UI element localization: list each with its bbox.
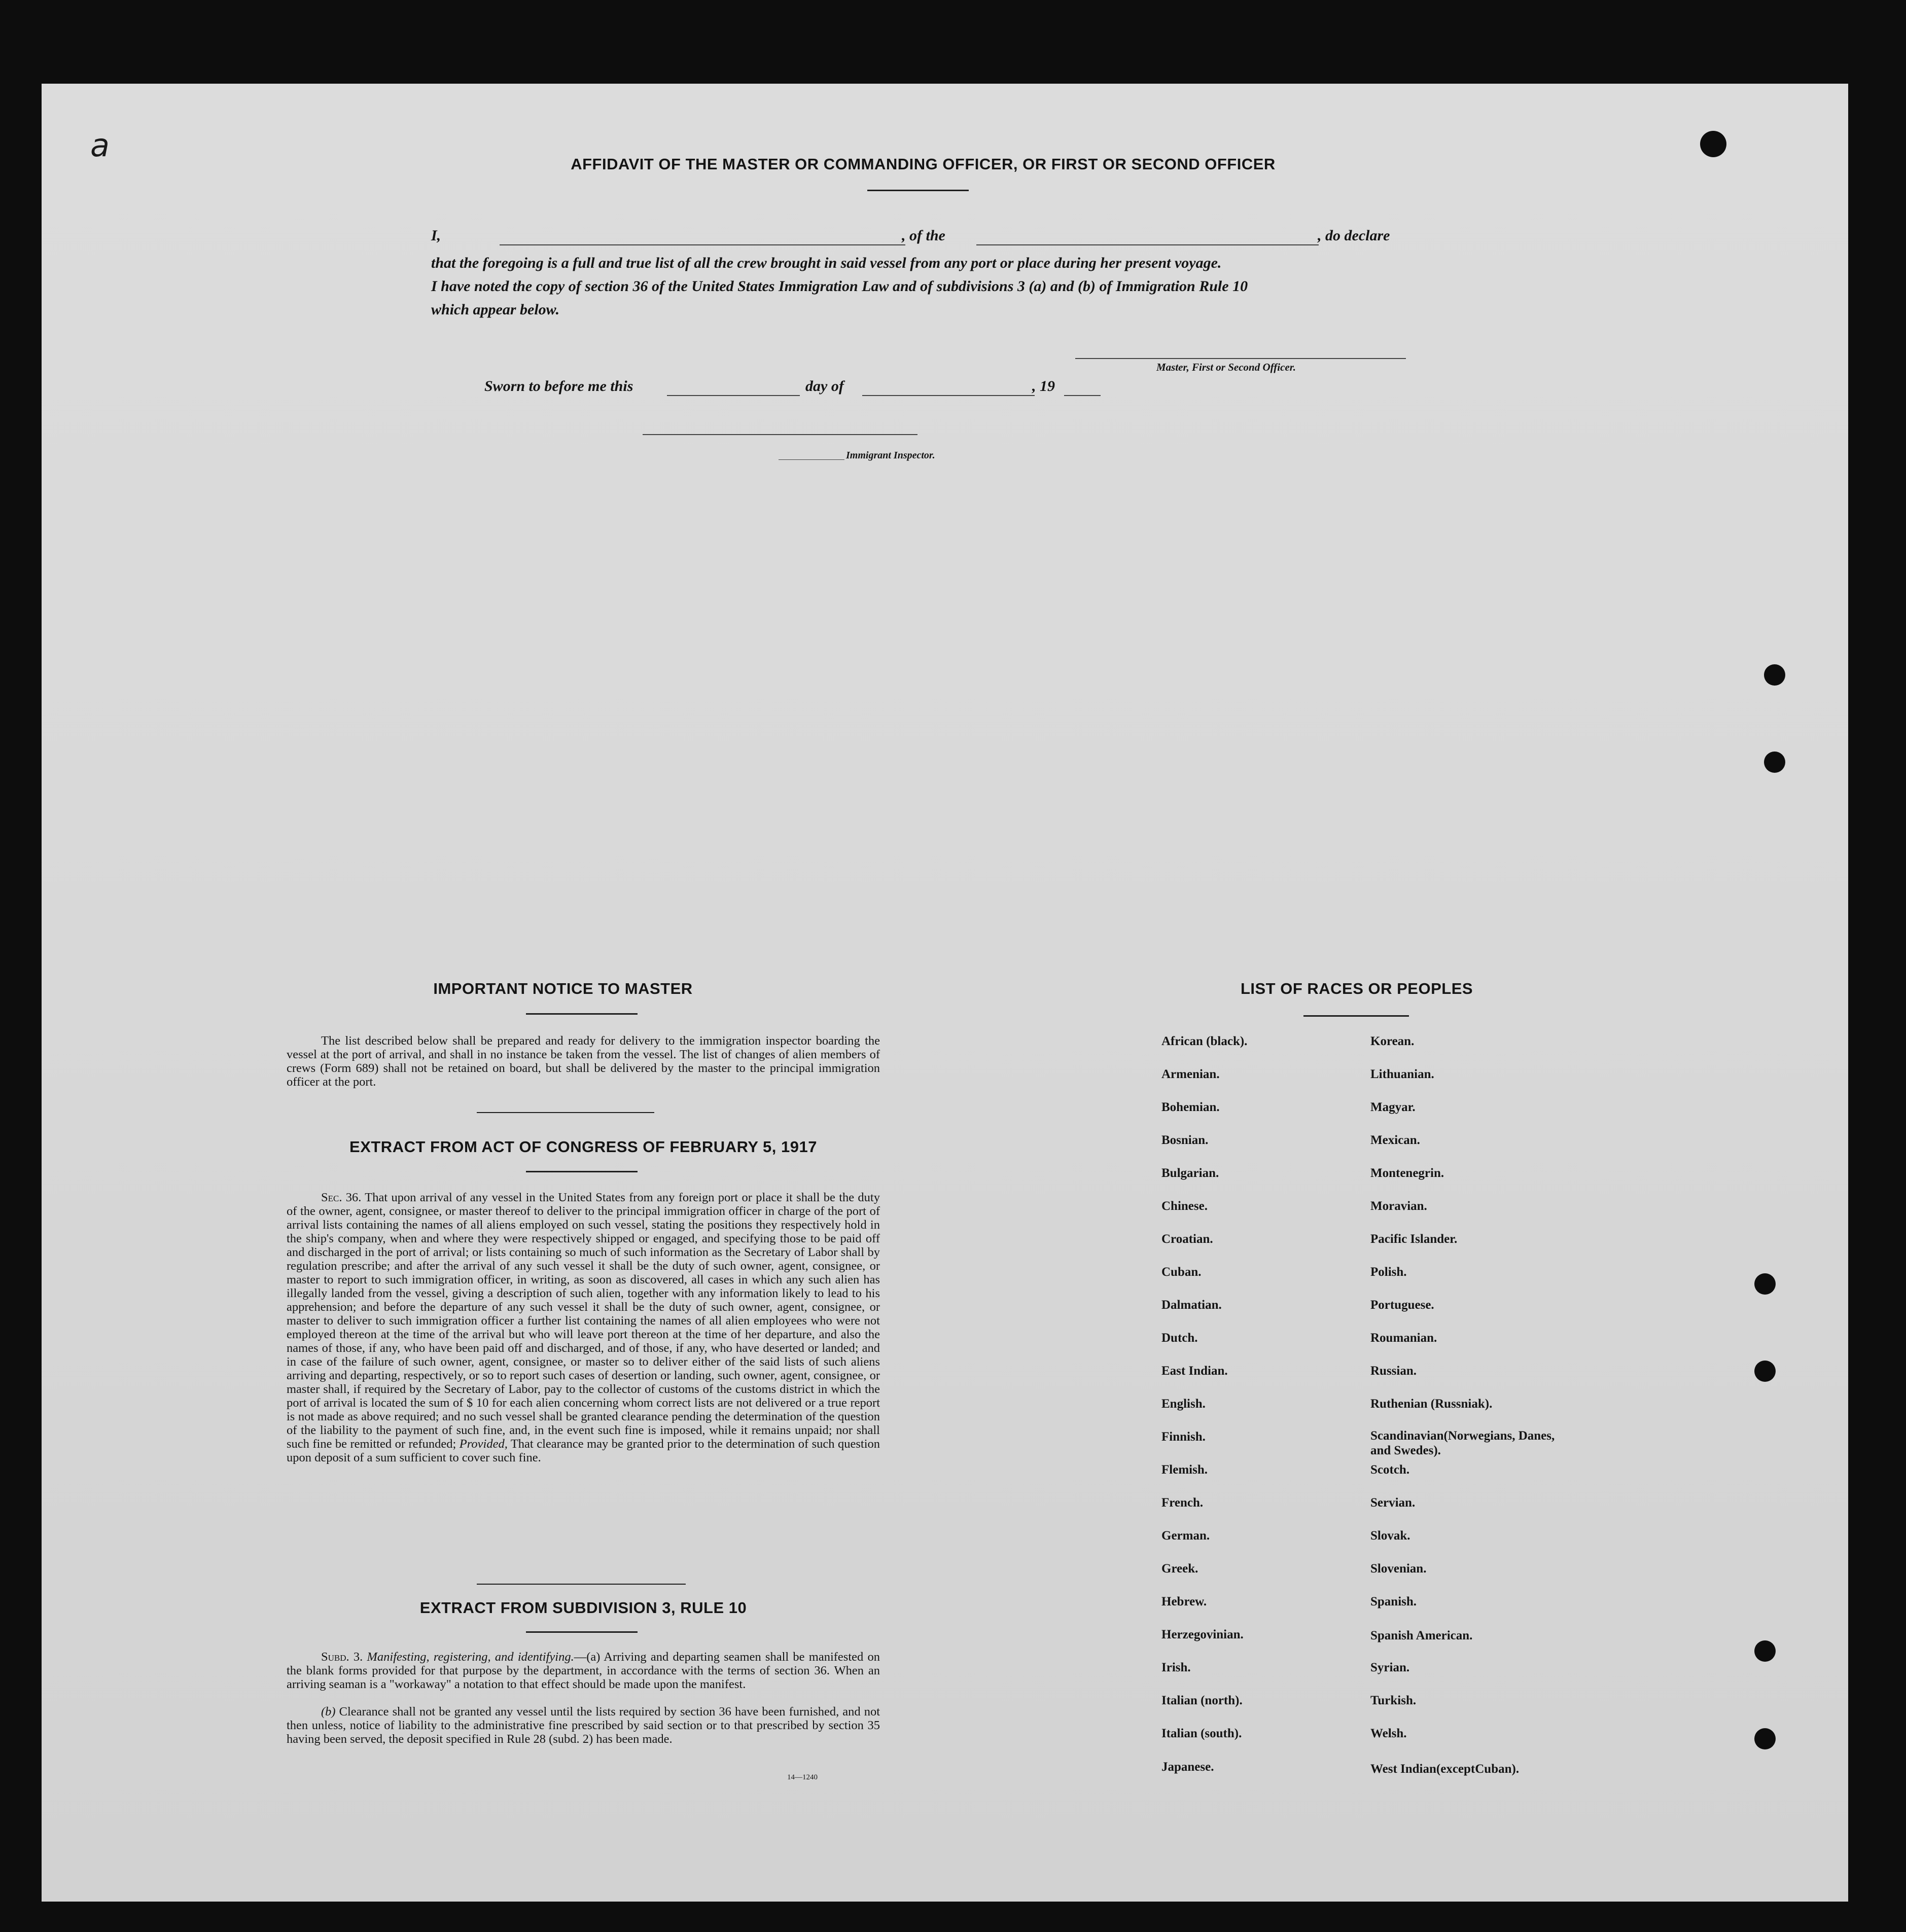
notice-title: IMPORTANT NOTICE TO MASTER xyxy=(433,980,693,997)
sworn-year-line[interactable] xyxy=(1064,395,1101,396)
year-label: , 19 xyxy=(1032,378,1055,395)
rule-subd-b xyxy=(287,1705,880,1746)
races-underline xyxy=(1303,1015,1409,1017)
act-section-36 xyxy=(287,1191,880,1464)
race-item: Scotch. xyxy=(1370,1463,1410,1477)
race-item: Italian (south). xyxy=(1161,1727,1242,1740)
race-item: Lithuanian. xyxy=(1370,1067,1434,1081)
race-item: West Indian(exceptCuban). xyxy=(1370,1762,1520,1776)
affidavit-title: AFFIDAVIT OF THE MASTER OR COMMANDING OFFICER, OR FIRST OR SECOND OFFICER xyxy=(571,155,1276,173)
race-item: Scandinavian(Norwegians, Danes, and Swedes). xyxy=(1370,1429,1555,1457)
race-item: Chinese. xyxy=(1161,1199,1208,1213)
rule-subd-a xyxy=(287,1650,880,1691)
race-item: English. xyxy=(1161,1397,1206,1411)
form-number: 14—1240 xyxy=(787,1773,818,1781)
rule-title: EXTRACT FROM SUBDIVISION 3, RULE 10 xyxy=(419,1599,747,1617)
binding-hole xyxy=(1700,131,1726,157)
race-item: Polish. xyxy=(1370,1265,1407,1279)
race-item: Armenian. xyxy=(1161,1067,1220,1081)
race-item: Dutch. xyxy=(1161,1331,1198,1345)
inspector-label: Immigrant Inspector. xyxy=(846,450,935,461)
sworn-label: Sworn to before me this xyxy=(484,378,633,395)
race-item: Croatian. xyxy=(1161,1232,1213,1246)
race-item: French. xyxy=(1161,1496,1204,1510)
officer-name-line[interactable] xyxy=(500,244,905,245)
affidavit-line-4: which appear below. xyxy=(431,301,560,318)
affidavit-line-3: I have noted the copy of section 36 of the United States Immigration Law and of subdivisions 3 (a) and (b) of Immigration Rule 10 xyxy=(431,278,1248,295)
act-provided: Provided, xyxy=(459,1437,508,1451)
rule-subd-label: Subd. 3. xyxy=(321,1650,363,1664)
race-item: Dalmatian. xyxy=(1161,1298,1222,1312)
act-divider xyxy=(477,1584,686,1585)
race-item: Ruthenian (Russniak). xyxy=(1370,1397,1493,1411)
notice-divider xyxy=(477,1112,654,1113)
affidavit-i: I, xyxy=(431,227,441,244)
inspector-signature-line[interactable] xyxy=(643,434,917,435)
act-title: EXTRACT FROM ACT OF CONGRESS OF FEBRUARY 5, 1917 xyxy=(349,1138,817,1156)
race-item: Flemish. xyxy=(1161,1463,1208,1477)
race-item: Herzegovinian. xyxy=(1161,1628,1244,1641)
race-item: Montenegrin. xyxy=(1370,1166,1444,1180)
rule-a-text: —(a) Arriving and departing seamen shall be manifested on the blank forms provided for that purpose by the department, in accordance with the terms of section 36. When an arriving seaman is a "workaway" a notation to that effect should be made upon the manifest. xyxy=(287,1650,880,1691)
day-of-label: day of xyxy=(805,378,844,395)
binding-hole xyxy=(1754,1273,1776,1295)
affidavit-of-the: , of the xyxy=(902,227,945,244)
race-item: Finnish. xyxy=(1161,1430,1206,1444)
races-title: LIST OF RACES OR PEOPLES xyxy=(1240,980,1473,997)
act-sec-label: Sec. 36. xyxy=(321,1191,362,1204)
race-item: African (black). xyxy=(1161,1034,1248,1048)
rule-b-text: Clearance shall not be granted any vessel until the lists required by section 36 have been furnished, and not then unless, notice of liability to the administrative fine prescribed by said section or to that prescribed by section 35 having been served, the deposit specified in Rule 28 (subd. 2) has been made. xyxy=(287,1705,880,1746)
race-item: Slovenian. xyxy=(1370,1562,1427,1576)
rule-underline xyxy=(526,1631,638,1633)
affidavit-line-2: that the foregoing is a full and true list of all the crew brought in said vessel from any port or place during her present voyage. xyxy=(431,255,1222,271)
race-item: Slovak. xyxy=(1370,1529,1410,1543)
race-item: Bosnian. xyxy=(1161,1133,1209,1147)
sworn-month-line[interactable] xyxy=(862,395,1035,396)
notice-underline xyxy=(526,1013,638,1015)
binding-hole xyxy=(1754,1361,1776,1382)
race-item: Italian (north). xyxy=(1161,1694,1243,1707)
act-text-end: That clearance may be granted prior to the determination of such question upon deposit of a sum sufficient to cover such fine. xyxy=(287,1437,880,1464)
rule-b-label: (b) xyxy=(321,1705,336,1719)
race-item: Spanish. xyxy=(1370,1595,1417,1608)
act-text: That upon arrival of any vessel in the United States from any foreign port or place it shall be the duty of the owner, agent, consignee, or master thereof to deliver to the principal immigration officer in charge of the port of arrival lists containing the names of all aliens employed on such vessel, stating the positions they respectively hold in the ship's company, when and where they were respectively shipped or engaged, and specifying those to be paid off and discharged in the port of arrival; or lists containing so much of such information as the Secretary of Labor shall by regulation prescribe; and after the arrival of any such vessel it shall be the duty of such owner, agent, consignee, or master to report to such immigration officer, in writing, as soon as discovered, all cases in which any such alien has illegally landed from the vessel, giving a description of such alien, together with any information likely to lead to his apprehension; and before the departure of any such vessel it shall be the duty of such owner, agent, consignee, or master to deliver to such immigration officer a further list containing the names of all alien employees who were not employed thereon at the time of the arrival but who will leave port thereon at the time of her departure, and also the names of those, if any, who have been paid off and discharged, and of those, if any, who have deserted or landed; and in case of the failure of such owner, agent, consignee, or master so to deliver either of the said lists of such aliens arriving and departing, respectively, or so to report such cases of desertion or landing, such owner, agent, consignee, or master shall, if required by the Secretary of Labor, pay to the collector of customs of the customs district in which the port of arrival is located the sum of $ 10 for each alien concerning whom correct lists are not delivered or a true report is not made as above required; and no such vessel shall be granted clearance pending the determination of the question of the liability to the payment of such fine, and, in the event such fine is imposed, while it remains unpaid; nor shall such fine be remitted or refunded; xyxy=(287,1191,880,1451)
handwritten-corner-mark: a xyxy=(90,127,110,164)
race-item: Welsh. xyxy=(1370,1727,1407,1740)
binding-hole xyxy=(1754,1728,1776,1749)
race-item: Cuban. xyxy=(1161,1265,1202,1279)
binding-hole xyxy=(1754,1640,1776,1662)
vessel-name-line[interactable] xyxy=(976,244,1319,245)
inspector-prefix-line xyxy=(779,459,844,460)
sworn-day-line[interactable] xyxy=(667,395,800,396)
race-item: Irish. xyxy=(1161,1661,1191,1674)
race-item: East Indian. xyxy=(1161,1364,1228,1378)
race-item: Japanese. xyxy=(1161,1760,1214,1774)
race-item: Roumanian. xyxy=(1370,1331,1437,1345)
master-signature-label: Master, First or Second Officer. xyxy=(1156,361,1296,373)
race-item: Magyar. xyxy=(1370,1100,1416,1114)
affidavit-statement xyxy=(431,252,1413,321)
race-item: Moravian. xyxy=(1370,1199,1427,1213)
race-item: Turkish. xyxy=(1370,1694,1417,1707)
race-item: Hebrew. xyxy=(1161,1595,1207,1608)
race-item: Mexican. xyxy=(1370,1133,1420,1147)
race-item: Bulgarian. xyxy=(1161,1166,1219,1180)
race-item: Portuguese. xyxy=(1370,1298,1434,1312)
race-item: Syrian. xyxy=(1370,1661,1410,1674)
binding-hole xyxy=(1764,664,1785,686)
race-item: Bohemian. xyxy=(1161,1100,1220,1114)
race-item: Russian. xyxy=(1370,1364,1417,1378)
binding-hole xyxy=(1764,752,1785,773)
affidavit-declare: , do declare xyxy=(1318,227,1390,244)
race-item: Servian. xyxy=(1370,1496,1416,1510)
act-underline xyxy=(526,1171,638,1172)
race-item: Korean. xyxy=(1370,1034,1415,1048)
title-underline xyxy=(867,190,969,191)
race-item: Spanish American. xyxy=(1370,1629,1473,1642)
race-item: Pacific Islander. xyxy=(1370,1232,1458,1246)
race-item: German. xyxy=(1161,1529,1210,1543)
race-item: Greek. xyxy=(1161,1562,1198,1576)
master-signature-line[interactable] xyxy=(1075,358,1406,359)
notice-text: The list described below shall be prepared and ready for delivery to the immigration inspector boarding the vessel at the port of arrival, and shall in no instance be taken from the vessel. The list of changes of alien members of crews (Form 689) shall not be retained on board, but shall be delivered by the master to the principal immigration officer at the port. xyxy=(287,1034,880,1089)
rule-subd-heading: Manifesting, registering, and identifying. xyxy=(367,1650,574,1664)
